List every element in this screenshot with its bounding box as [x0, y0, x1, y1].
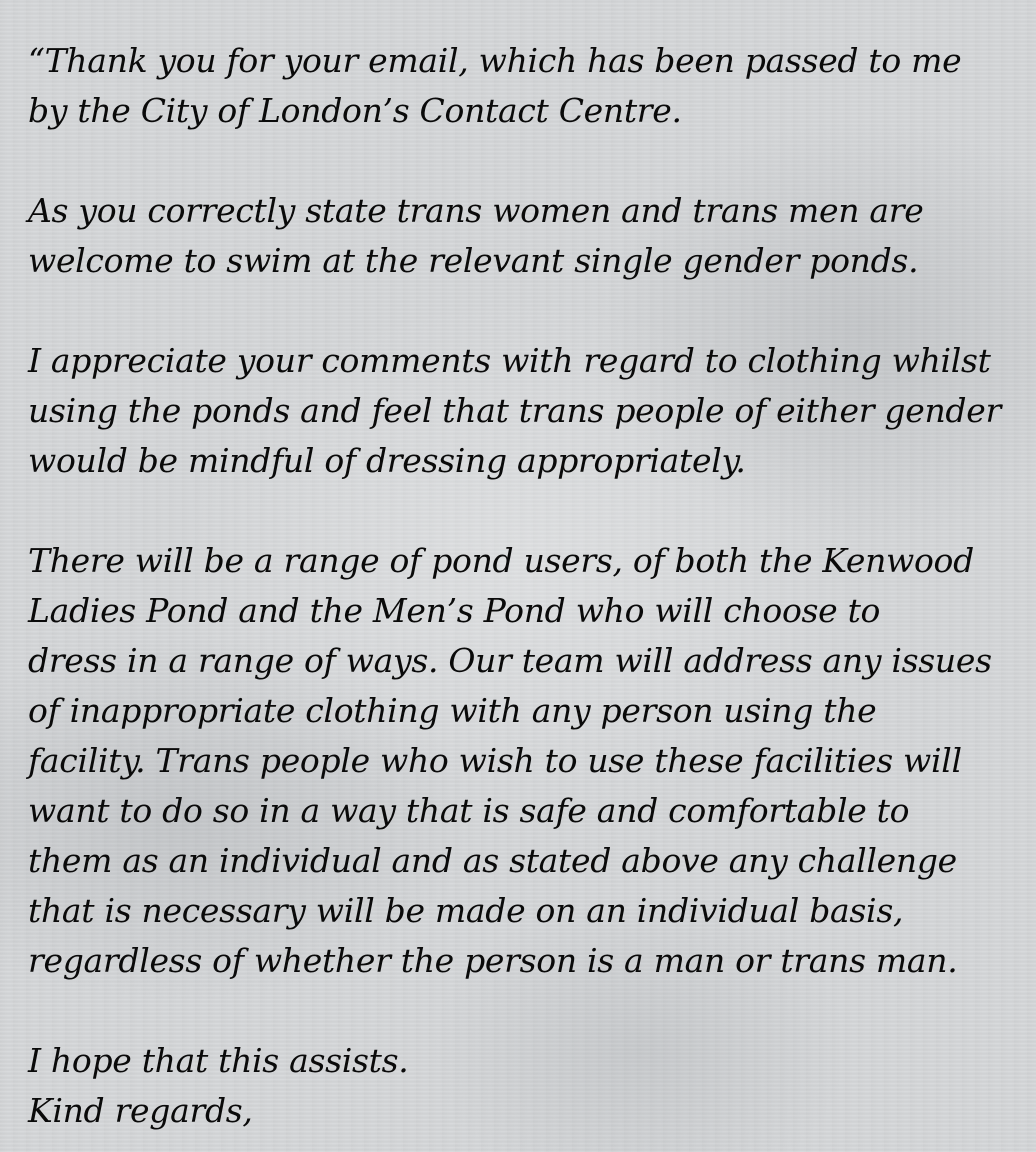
paragraph-welcome — [28, 186, 1018, 286]
text-line: There will be a range of pond users, of both the Kenwood — [28, 541, 974, 580]
text-line: them as an individual and as stated above any challenge — [28, 841, 957, 880]
text-line: Ladies Pond and the Men’s Pond who will choose to — [28, 591, 881, 630]
text-line: of inappropriate clothing with any person using the — [28, 691, 877, 730]
text-line: using the ponds and feel that trans people of either gender — [28, 391, 1001, 430]
text-line: “Thank you for your email, which has been passed to me — [28, 41, 962, 80]
text-line: want to do so in a way that is safe and comfortable to — [28, 791, 910, 830]
text-line: by the City of London’s Contact Centre. — [28, 91, 682, 130]
text-line: would be mindful of dressing appropriately. — [28, 441, 746, 480]
closing-block — [28, 1036, 1018, 1136]
text-line: welcome to swim at the relevant single gender ponds. — [28, 241, 919, 280]
paragraph-thanks — [28, 36, 1018, 136]
text-line: As you correctly state trans women and trans men are — [28, 191, 924, 230]
text-line: facility. Trans people who wish to use these facilities will — [28, 741, 962, 780]
text-line: that is necessary will be made on an individual basis, — [28, 891, 904, 930]
closing-line: I hope that this assists. — [28, 1041, 409, 1080]
text-line: dress in a range of ways. Our team will address any issues — [28, 641, 992, 680]
paragraph-pond-users — [28, 536, 1018, 986]
letter-body — [28, 36, 1018, 1136]
text-line: regardless of whether the person is a man or trans man. — [28, 941, 958, 980]
paragraph-clothing — [28, 336, 1018, 486]
sign-off: Kind regards, — [28, 1091, 253, 1130]
text-line: I appreciate your comments with regard to clothing whilst — [28, 341, 991, 380]
